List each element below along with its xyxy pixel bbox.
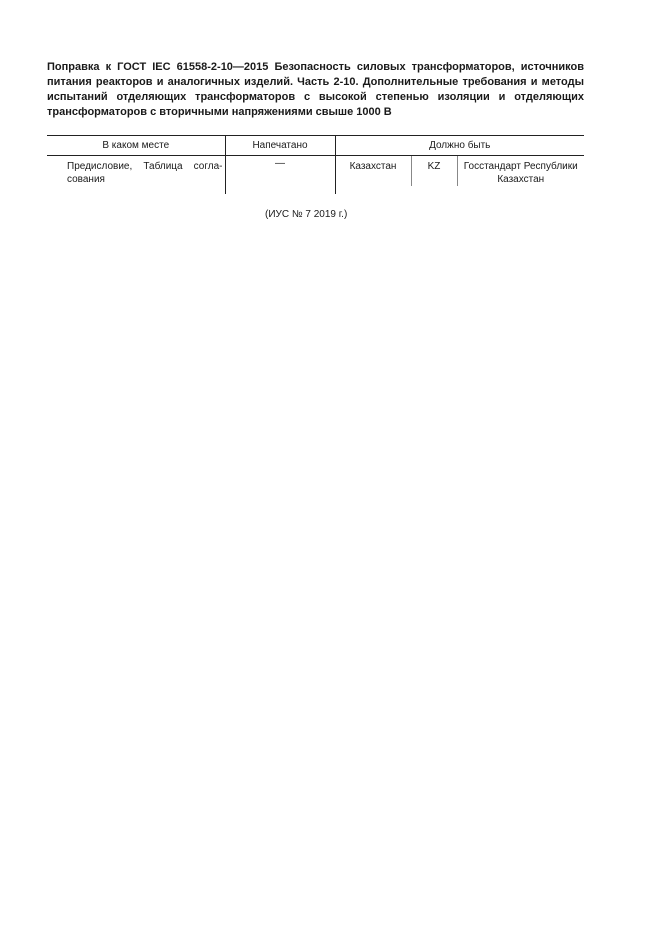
- should-be-subtable: [336, 156, 585, 186]
- document-page: [47, 0, 584, 220]
- cell-printed: —: [225, 156, 335, 195]
- table-header-row: [47, 136, 584, 156]
- cell-place: Предисловие, Таблица согла-сования: [67, 161, 223, 185]
- table-row: [47, 156, 584, 195]
- header-place: В каком месте: [47, 136, 225, 156]
- cell-country-code: KZ: [411, 156, 457, 186]
- cell-country: Казахстан: [336, 156, 412, 186]
- amendment-table: [47, 135, 584, 194]
- header-printed: Напечатано: [225, 136, 335, 156]
- cell-should-be: [335, 156, 584, 195]
- cell-agency: Госстандарт Республики Казахстан: [463, 161, 578, 185]
- ius-reference: (ИУС № 7 2019 г.): [265, 209, 348, 220]
- header-should-be: Должно быть: [335, 136, 584, 156]
- document-title: Поправка к ГОСТ IEC 61558-2-10—2015 Безопасность силовых трансформаторов, источников питания реакторов и аналогичных изделий. Часть 2-10. Дополнительные требования и методы испытаний отделяющих трансформаторов с высокой степенью изоляции и отделяющих трансформаторов с вторичными напряжениями свыше 1000 В: [47, 61, 584, 118]
